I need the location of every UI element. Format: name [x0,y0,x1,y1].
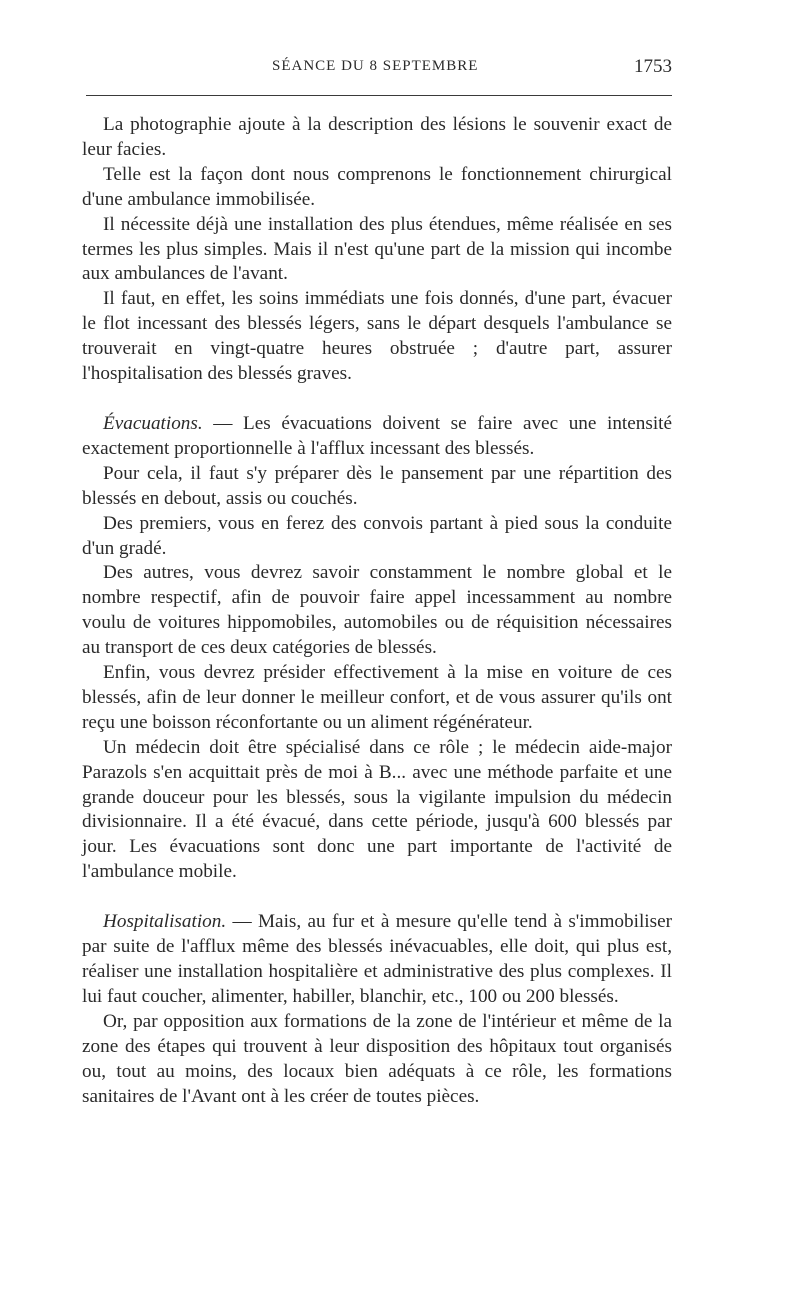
section-heading-evacuations: Évacuations. [103,412,203,434]
paragraph: Enfin, vous devrez présider effectivement à la mise en voiture de ces blessés, afin de leur donner le meilleur confort, et de vous assurer qu'ils ont reçu une boisson réconfortante ou un aliment régénérateur. [82,662,672,733]
section-heading-hospitalisation: Hospitalisation. [103,911,227,933]
section-paragraph-evacuations: Évacuations. — Les évacuations doivent se faire avec une intensité exactement proportionnelle à l'afflux incessant des blessés. [82,412,672,459]
paragraph: Il faut, en effet, les soins immédiats une fois donnés, d'une part, évacuer le flot incessant des blessés légers, sans le départ desquels l'ambulance se trouverait en vingt-quatre heures obstruée ; d'autre part, assurer l'hospitalisation des blessés graves. [82,288,672,385]
paragraph: Or, par opposition aux formations de la zone de l'intérieur et même de la zone des étapes qui trouvent à leur disposition des hôpitaux tout organisés ou, tout au moins, des locaux bien adéquats à ce rôle, les formations sanitaires de l'Avant ont à les créer de toutes pièces. [82,1010,672,1107]
header-rule [86,95,672,96]
paragraph: Telle est la façon dont nous comprenons le fonctionnement chirurgical d'une ambulance immobilisée. [82,163,672,210]
body-text [82,113,672,1109]
paragraph: Pour cela, il faut s'y préparer dès le pansement par une répartition des blessés en debout, assis ou couchés. [82,462,672,509]
paragraph: Un médecin doit être spécialisé dans ce rôle ; le médecin aide-major Parazols s'en acquittait près de moi à B... avec une méthode parfaite et une grande douceur pour les blessés, sous la vigilante impulsion du médecin divisionnaire. Il a été évacué, dans cette période, jusqu'à 600 blessés par jour. Les évacuations sont donc une part importante de l'activité de l'ambulance mobile. [82,736,672,883]
paragraph: Des autres, vous devrez savoir constamment le nombre global et le nombre respectif, afin de pouvoir faire appel incessamment au nombre voulu de voitures hippomobiles, automobiles ou de réquisition nécessaires au transport de ces deux catégories de blessés. [82,562,672,659]
paragraph: Il nécessite déjà une installation des plus étendues, même réalisée en ses termes les plus simples. Mais il n'est qu'une part de la mission qui incombe aux ambulances de l'avant. [82,213,672,285]
page-number: 1753 [634,56,672,77]
running-header [82,58,672,86]
paragraph: Des premiers, vous en ferez des convois partant à pied sous la conduite d'un gradé. [82,512,672,559]
running-title: SÉANCE DU 8 SEPTEMBRE [272,58,479,74]
paragraph: La photographie ajoute à la description des lésions le souvenir exact de leur facies. [82,114,672,160]
section-paragraph-hospitalisation: Hospitalisation. — Mais, au fur et à mesure qu'elle tend à s'immobiliser par suite de l'afflux même des blessés inévacuables, elle doit, qui plus est, réaliser une installation hospitalière et administrative des plus complexes. Il lui faut coucher, alimenter, habiller, blanchir, etc., 100 ou 200 blessés. [82,911,672,1007]
